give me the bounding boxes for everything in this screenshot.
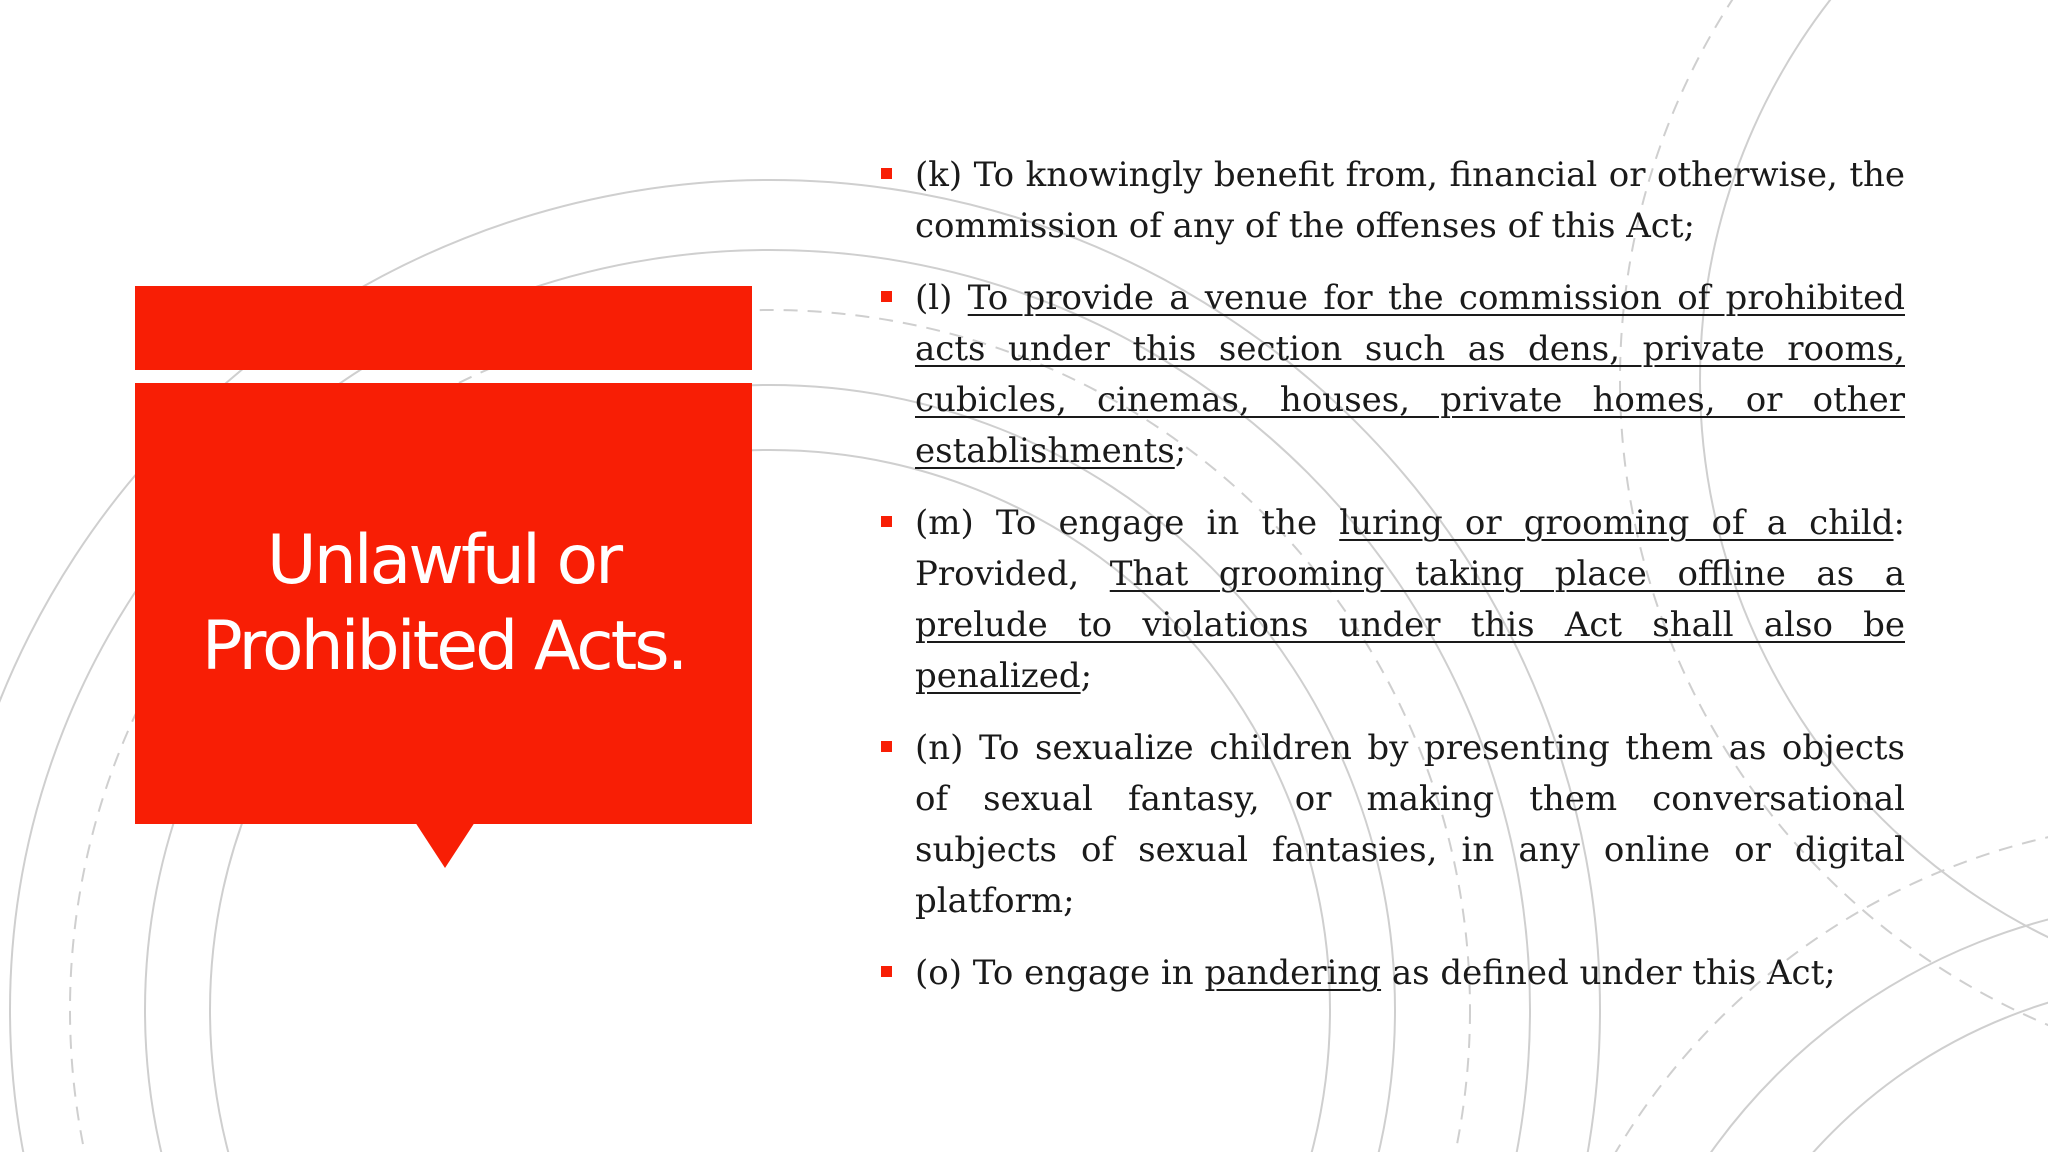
underlined-text: That grooming taking place offline as a prelude to violations under this Act shall also be penalized xyxy=(915,554,1905,696)
list-item xyxy=(875,273,1905,477)
list-item xyxy=(875,498,1905,702)
text-segment: ; xyxy=(1080,656,1093,696)
square-bullet-icon xyxy=(881,291,892,302)
text-segment: (n) To sexualize children by presenting them as objects of sexual fantasy, or making them conversational subjects of sexual fantasies, in any online or digital platform; xyxy=(915,728,1905,921)
square-bullet-icon xyxy=(881,516,892,527)
list-item-text xyxy=(915,150,1905,252)
bullet-list xyxy=(875,150,1905,1020)
list-item-text xyxy=(915,498,1905,702)
underlined-text: luring or grooming of a child xyxy=(1339,503,1894,543)
list-item-text xyxy=(915,273,1905,477)
list-item xyxy=(875,150,1905,252)
text-segment: as defined under this Act; xyxy=(1381,953,1836,993)
text-segment: (k) To knowingly benefit from, financial or otherwise, the commission of any of the offenses of this Act; xyxy=(915,155,1905,246)
list-item xyxy=(875,723,1905,927)
callout-pointer xyxy=(415,822,475,870)
title-callout-box xyxy=(135,383,752,824)
text-segment: ; xyxy=(1174,431,1187,471)
list-item xyxy=(875,948,1905,999)
text-segment: (o) To engage in xyxy=(915,953,1205,993)
slide-title: Unlawful or Prohibited Acts. xyxy=(201,520,686,686)
text-segment: : Provided, xyxy=(915,503,1905,594)
underlined-text: pandering xyxy=(1204,953,1382,993)
list-item-text xyxy=(915,948,1905,999)
title-accent-bar xyxy=(135,286,752,370)
text-segment: (m) To engage in the xyxy=(915,503,1340,543)
text-segment: (l) xyxy=(915,278,968,318)
square-bullet-icon xyxy=(881,966,892,977)
square-bullet-icon xyxy=(881,168,892,179)
underlined-text: To provide a venue for the commission of prohibited acts under this section such as dens, private rooms, cubicles, cinemas, houses, private homes, or other establishments xyxy=(915,278,1905,471)
square-bullet-icon xyxy=(881,741,892,752)
list-item-text xyxy=(915,723,1905,927)
